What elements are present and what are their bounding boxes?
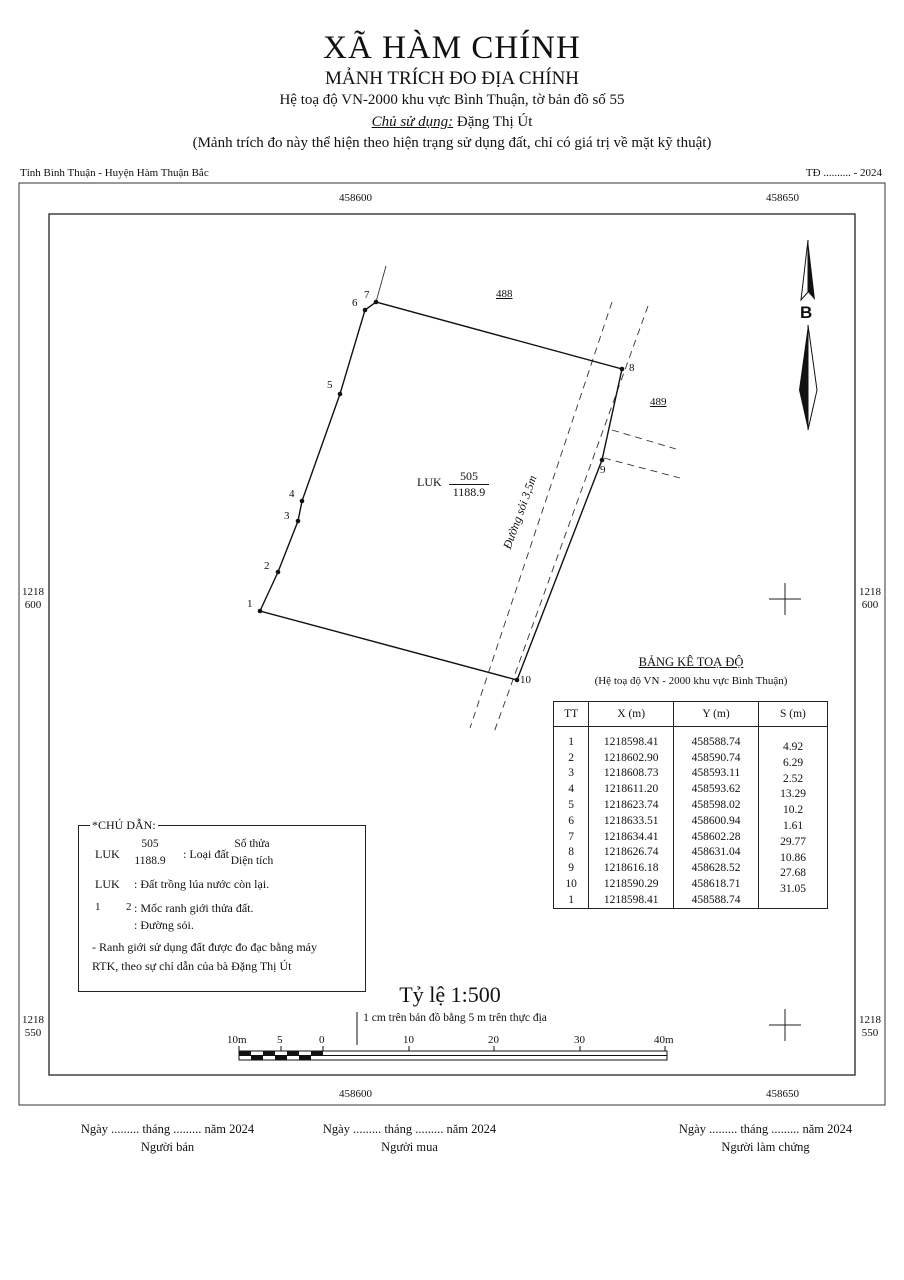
table-cell-y: 458588.74: [674, 892, 759, 908]
signature-date: Ngày ......... tháng ......... năm 2024: [322, 1122, 497, 1136]
parcel-boundary: [260, 302, 622, 680]
owner-name: Đặng Thị Út: [456, 114, 533, 130]
table-cell-x: 1218611.20: [589, 781, 674, 797]
table-cell-y: 458628.52: [674, 860, 759, 876]
table-cell-tt: 10: [554, 876, 589, 892]
grid-x-label-bottom-right: 458650: [766, 1088, 799, 1100]
parcel-type: LUK: [417, 475, 442, 489]
point-label-2: 2: [264, 560, 270, 572]
point-label-1: 1: [247, 598, 253, 610]
distance-value: 27.68: [780, 867, 806, 880]
legend-marker-2: 2: [126, 901, 132, 913]
scale-note: 1 cm trên bản đồ bằng 5 m trên thực địa: [363, 1012, 547, 1024]
distance-value: 10.2: [782, 804, 804, 817]
distance-value: 10.86: [780, 851, 806, 864]
point-label-6: 6: [352, 297, 358, 309]
road-label: Đường sỏi 3,5m: [500, 473, 540, 551]
owner-label: Chủ sử dụng:: [371, 114, 454, 130]
grid-cross-lower: [769, 1009, 801, 1041]
point-label-5: 5: [327, 379, 333, 391]
table-cell-tt: 7: [554, 829, 589, 845]
table-cell-tt: 8: [554, 845, 589, 861]
scale-tick-label: 5: [277, 1034, 283, 1046]
legend-marker-1: 1: [95, 901, 101, 913]
table-cell-y: 458598.02: [674, 797, 759, 813]
point-label-9: 9: [600, 464, 606, 476]
point-label-8: 8: [629, 362, 635, 374]
legend-road-desc: : Đường sỏi.: [134, 918, 194, 932]
grid-x-label-top-left: 458600: [339, 192, 372, 204]
signature-role: Người mua: [381, 1140, 438, 1154]
col-header-y: Y (m): [674, 702, 759, 727]
legend-so-thua: Số thửa: [234, 838, 270, 850]
legend-dien-tich: Diện tích: [230, 855, 274, 867]
north-arrow-icon: [799, 240, 817, 430]
legend-title: *CHÚ DẪN:: [92, 818, 156, 832]
point-label-4: 4: [289, 488, 295, 500]
legend-luk-code: LUK: [95, 877, 120, 891]
grid-y-label-right-lower: [859, 1014, 881, 1040]
table-cell-y: 458618.71: [674, 876, 759, 892]
scale-title: Tỷ lệ 1:500: [399, 982, 501, 1007]
table-cell-x: 1218633.51: [589, 813, 674, 829]
distance-value: 31.05: [780, 883, 806, 896]
parcel-area: 1188.9: [452, 485, 486, 499]
grid-y-value: 1218: [859, 586, 881, 598]
col-header-x: X (m): [589, 702, 674, 727]
scale-tick-label: 30: [574, 1034, 585, 1046]
table-cell-x: 1218598.41: [589, 727, 674, 750]
neighbor-parcel-east: 489: [650, 396, 667, 408]
grid-y-value: 550: [24, 1027, 42, 1039]
neighbor-parcel-north: 488: [496, 288, 513, 300]
col-header-s: S (m): [758, 702, 827, 727]
table-cell-y: 458600.94: [674, 813, 759, 829]
scale-tick-label: 10: [403, 1034, 414, 1046]
point-label-3: 3: [284, 510, 290, 522]
table-cell-y: 458590.74: [674, 750, 759, 766]
north-label: B: [800, 303, 813, 322]
parcel-fraction: [449, 469, 489, 500]
technical-note: (Mảnh trích đo này thể hiện theo hiện trạng sử dụng đất, chỉ có giá trị về mặt kỹ thuật): [192, 135, 712, 151]
coordinate-system-line: Hệ toạ độ VN-2000 khu vực Bình Thuận, tờ bản đồ số 55: [279, 92, 625, 108]
grid-y-label-left-lower: [22, 1014, 44, 1040]
table-cell-tt: 1: [554, 892, 589, 908]
legend-parcel-number: 505: [141, 838, 159, 850]
legend-note-line-1: - Ranh giới sử dụng đất được đo đạc bằng máy: [92, 940, 317, 954]
table-cell-x: 1218608.73: [589, 766, 674, 782]
legend-luk: LUK: [95, 847, 120, 861]
scale-tick-label: 0: [319, 1034, 325, 1046]
table-cell-x: 1218590.29: [589, 876, 674, 892]
scale-tick-label: 10m: [227, 1034, 247, 1046]
coord-table-title: BẢNG KÊ TOẠ ĐỘ: [638, 655, 744, 669]
location-label: Tỉnh Bình Thuận - Huyện Hàm Thuận Bắc: [20, 167, 209, 179]
distance-value: 1.61: [782, 819, 804, 832]
coord-table-subtitle: (Hệ toạ độ VN - 2000 khu vực Bình Thuận): [594, 675, 788, 687]
td-label: TĐ .......... - 2024: [805, 167, 882, 179]
legend-note-line-2: RTK, theo sự chỉ dẫn của bà Đặng Thị Út: [92, 959, 292, 973]
grid-y-value: 1218: [859, 1014, 881, 1026]
distance-value: 6.29: [782, 756, 804, 769]
map-title: XÃ HÀM CHÍNH: [323, 30, 581, 66]
grid-y-label-right-upper: [859, 586, 881, 612]
grid-y-value: 1218: [22, 1014, 44, 1026]
table-cell-y: 458602.28: [674, 829, 759, 845]
grid-y-value: 1218: [22, 586, 44, 598]
signature-witness: [658, 1122, 873, 1155]
parcel-number: 505: [449, 469, 489, 485]
table-cell-y: 458593.11: [674, 766, 759, 782]
table-cell-tt: 3: [554, 766, 589, 782]
grid-x-label-bottom-left: 458600: [339, 1088, 372, 1100]
distance-column: [758, 740, 828, 898]
table-cell-x: 1218602.90: [589, 750, 674, 766]
signature-role: Người bán: [140, 1140, 195, 1154]
point-label-7: 7: [364, 289, 370, 301]
point-label-10: 10: [520, 674, 531, 686]
table-cell-tt: 9: [554, 860, 589, 876]
legend-marker-desc: : Mốc ranh giới thửa đất.: [134, 901, 254, 915]
table-cell-x: 1218598.41: [589, 892, 674, 908]
signature-date: Ngày ......... tháng ......... năm 2024: [80, 1122, 255, 1136]
road-edges: [470, 302, 680, 735]
grid-y-value: 600: [24, 599, 42, 611]
legend-parcel-area: 1188.9: [134, 855, 166, 867]
distance-value: 2.52: [782, 772, 804, 785]
table-cell-tt: 4: [554, 781, 589, 797]
signature-date: Ngày ......... tháng ......... năm 2024: [678, 1122, 853, 1136]
col-header-tt: TT: [554, 702, 589, 727]
grid-y-label-left-upper: [22, 586, 44, 612]
legend-luk-desc: : Đất trồng lúa nước còn lại.: [134, 877, 270, 891]
signature-role: Người làm chứng: [721, 1140, 810, 1154]
table-cell-x: 1218623.74: [589, 797, 674, 813]
distance-value: 13.29: [780, 788, 806, 801]
table-cell-x: 1218626.74: [589, 845, 674, 861]
table-cell-y: 458588.74: [674, 727, 759, 750]
distance-value: 29.77: [780, 835, 806, 848]
boundary-extension: [376, 266, 386, 302]
distance-value: 4.92: [782, 741, 804, 753]
table-cell-tt: 2: [554, 750, 589, 766]
signature-buyer: [302, 1122, 517, 1155]
table-cell-tt: 5: [554, 797, 589, 813]
table-cell-x: 1218634.41: [589, 829, 674, 845]
grid-cross-upper: [769, 583, 801, 615]
grid-y-value: 600: [861, 599, 879, 611]
legend-loai-dat: : Loại đất: [183, 847, 229, 861]
table-cell-y: 458631.04: [674, 845, 759, 861]
table-cell-tt: 1: [554, 727, 589, 750]
signature-seller: [60, 1122, 275, 1155]
map-subtitle: MẢNH TRÍCH ĐO ĐỊA CHÍNH: [324, 68, 580, 89]
scale-tick-label: 20: [488, 1034, 499, 1046]
table-cell-x: 1218616.18: [589, 860, 674, 876]
scale-tick-label: 40m: [654, 1034, 674, 1046]
table-cell-tt: 6: [554, 813, 589, 829]
grid-y-value: 550: [861, 1027, 879, 1039]
grid-x-label-top-right: 458650: [766, 192, 799, 204]
table-cell-y: 458593.62: [674, 781, 759, 797]
